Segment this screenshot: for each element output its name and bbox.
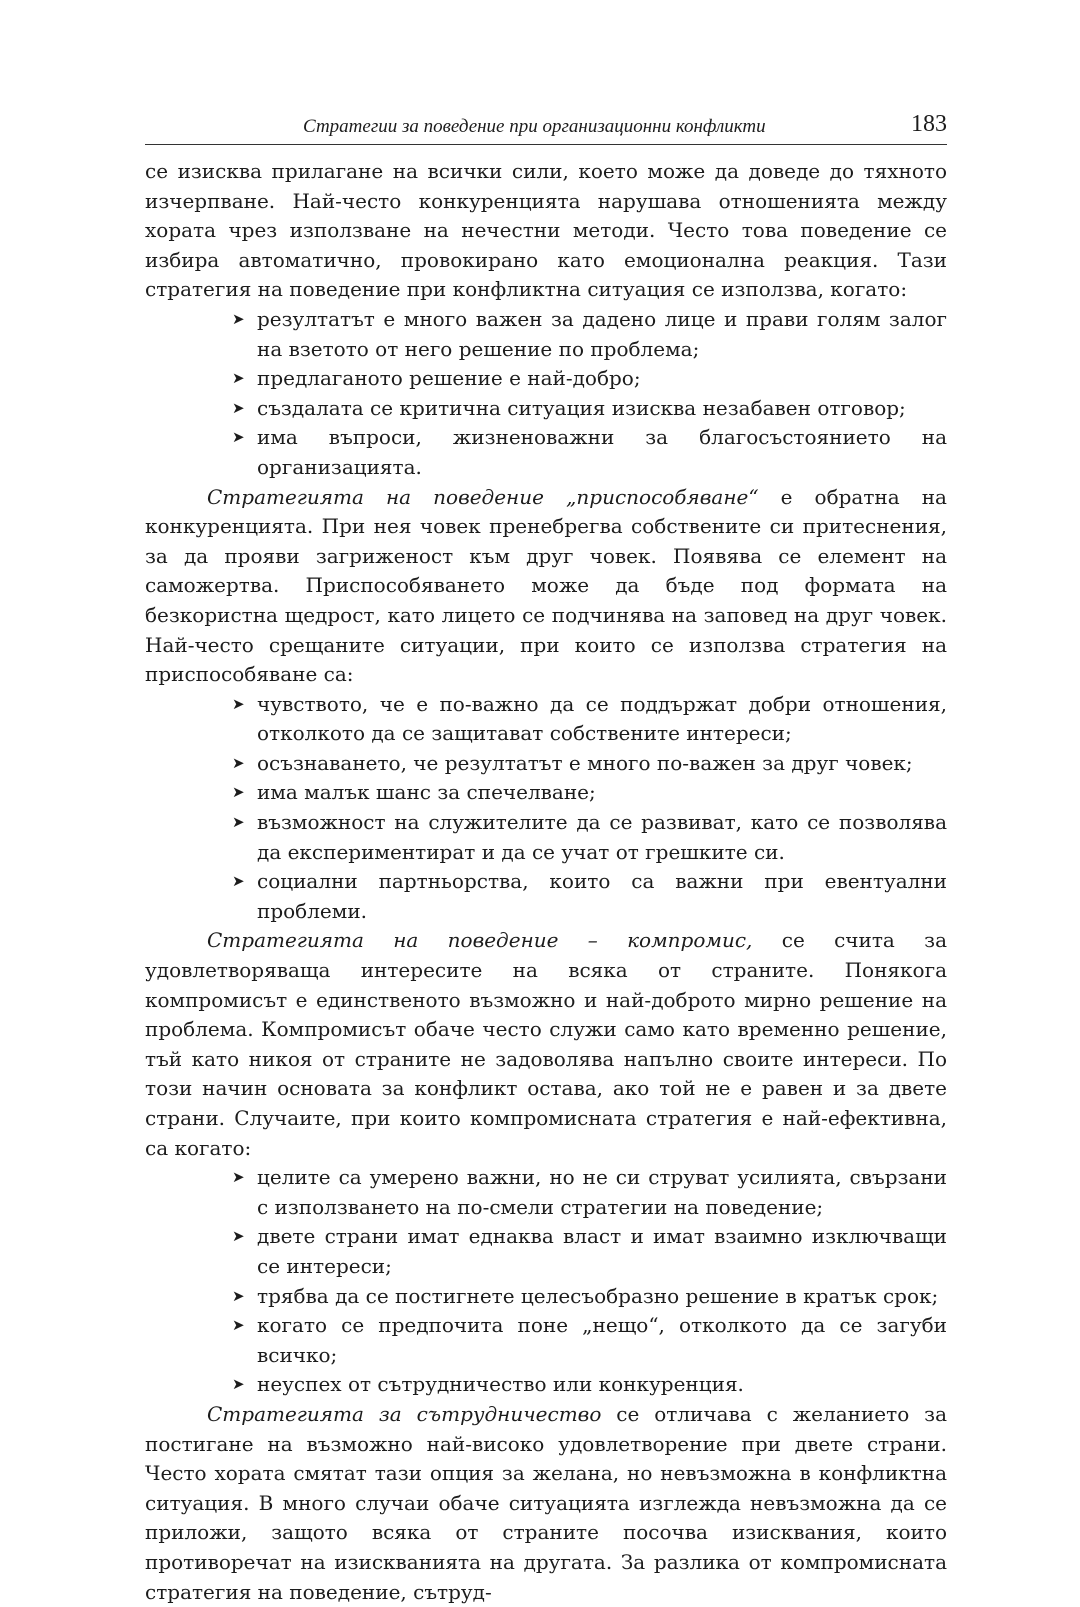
list-item [232,394,947,424]
paragraph-lead-italic: Стратегията на поведение „приспособяване“ [207,484,759,509]
arrowhead-bullet-icon: ➤ [232,753,245,772]
list-item-text: има въпроси, жизненоважни за благосъстоянието на организацията. [257,425,947,479]
list-item [232,808,947,867]
arrowhead-bullet-icon: ➤ [232,1168,245,1187]
list-item [232,778,947,808]
paragraph-text: се счита за удовлетворяваща интересите на всяка от страните. Понякога компромисът е единственото възможно и най-доброто мирно решение на проблема. Компромисът обаче често служи само като временно решение, тъй като никоя от страните не задоволява напълно своите интереси. По този начин основата за конфликт остава, ако той не е равен и за двете страни. Случаите, при които компромисната стратегия е най-ефективна, са когато: [145,928,947,1160]
list-item [232,690,947,749]
list-item [232,1370,947,1400]
arrowhead-bullet-icon: ➤ [232,309,245,328]
arrowhead-bullet-icon: ➤ [232,398,245,417]
arrowhead-bullet-icon: ➤ [232,1227,245,1246]
arrowhead-bullet-icon: ➤ [232,1286,245,1305]
list-item-text: социални партньорства, които са важни при евентуални проблеми. [257,869,947,923]
arrowhead-bullet-icon: ➤ [232,872,245,891]
paragraph-lead-italic: Стратегията на поведение – компромис, [207,928,753,953]
page-number: 183 [911,111,947,137]
running-header [145,111,947,145]
arrowhead-bullet-icon: ➤ [232,1375,245,1394]
list-item [232,1163,947,1222]
running-title: Стратегии за поведение при организационни конфликти [303,116,766,137]
list-item [232,1222,947,1281]
paragraph-compromise [145,926,947,1163]
arrowhead-bullet-icon: ➤ [232,369,245,388]
bullet-list-competition [145,305,947,483]
list-item-text: резултатът е много важен за дадено лице и прави голям залог на взетото от него решение по проблема; [257,306,947,361]
list-item-text: има малък шанс за спечелване; [257,780,596,805]
list-item-text: двете страни имат еднаква власт и имат взаимно изключващи се интереси; [257,1224,947,1278]
list-item [232,749,947,779]
list-item-text: целите са умерено важни, но не си струват усилията, свързани с използването на по-смели стратегии на поведение; [257,1165,947,1219]
list-item [232,867,947,926]
list-item-text: чувството, че е по-важно да се поддържат добри отношения, отколкото да се защитават собствените интереси; [257,691,947,746]
arrowhead-bullet-icon: ➤ [232,1316,245,1335]
list-item [232,423,947,482]
list-item [232,364,947,394]
list-item-text: създалата се критична ситуация изисква незабавен отговор; [257,395,906,420]
arrowhead-bullet-icon: ➤ [232,813,245,832]
list-item [232,305,947,364]
arrowhead-bullet-icon: ➤ [232,694,245,713]
paragraph-lead-italic: Стратегията за сътрудничество [207,1401,602,1426]
list-item-text: неуспех от сътрудничество или конкуренция. [257,1372,744,1397]
list-item [232,1282,947,1312]
bullet-list-accommodation [145,690,947,927]
list-item-text: възможност на служителите да се развиват, като се позволява да експериментират и да се учат от грешките си. [257,810,947,864]
list-item-text: трябва да се постигнете целесъобразно решение в кратък срок; [257,1283,939,1308]
paragraph-text: е обратна на конкуренцията. При нея човек пренебрегва собствените си притеснения, за да прояви загриженост към друг човек. Появява се елемент на саможертва. Приспособяването може да бъде под формата на безкористна щедрост, като лицето се подчинява на заповед на друг човек. Най-често срещаните ситуации, при които се използва стратегия на приспособяване са: [145,484,947,687]
paragraph: се изисква прилагане на всички сили, което може да доведе до тяхното изчерпване. Най-често конкуренцията нарушава отношенията между хората чрез използване на нечестни методи. Често това поведение се избира автоматично, провокирано като емоционална реакция. Тази стратегия на поведение при конфликтна ситуация се използва, когато: [145,159,947,302]
bullet-list-compromise [145,1163,947,1400]
list-item-text: предлаганото решение е най-добро; [257,366,641,391]
list-item [232,1311,947,1370]
arrowhead-bullet-icon: ➤ [232,428,245,447]
body-text [145,157,947,1607]
list-item-text: когато се предпочита поне „нещо“, отколкото да се загуби всичко; [257,1313,947,1367]
paragraph-accommodation [145,483,947,690]
list-item-text: осъзнаването, че резултатът е много по-важен за друг човек; [257,750,913,775]
paragraph-collaboration [145,1400,947,1607]
paragraph-text: се отличава с желанието за постигане на възможно най-високо удовлетворение при двете страни. Често хората смятат тази опция за желана, но невъзможна в конфликтна ситуация. В много случаи обаче ситуацията изглежда невъзможна да се приложи, защото всяка от страните посочва изисквания, които противоречат на изискванията на другата. За разлика от компромисната стратегия на поведение, сътруд- [145,1401,947,1604]
arrowhead-bullet-icon: ➤ [232,783,245,802]
